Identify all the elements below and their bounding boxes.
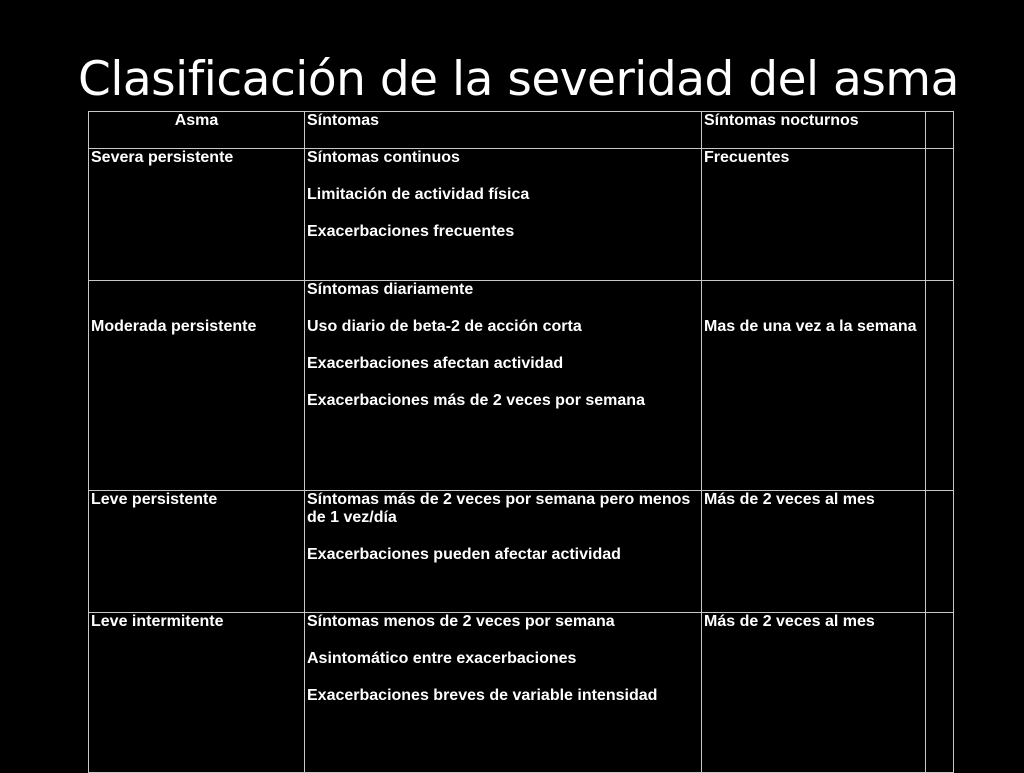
- cell-nocturnos: Más de 2 veces al mes: [702, 491, 926, 613]
- header-asma: Asma: [89, 112, 305, 149]
- symptom-line: Síntomas continuos: [307, 149, 460, 166]
- symptom-line: Síntomas menos de 2 veces por semana: [307, 613, 615, 630]
- cell-empty: [926, 491, 954, 613]
- symptom-line: Síntomas diariamente: [307, 281, 474, 298]
- cell-empty: [926, 613, 954, 773]
- symptom-line: Limitación de actividad física: [307, 186, 530, 203]
- table-header-row: [89, 112, 954, 149]
- cell-nocturnos: Mas de una vez a la semana: [702, 281, 926, 491]
- table-row: [89, 281, 954, 491]
- cell-asma: Severa persistente: [89, 149, 305, 281]
- table-row: [89, 491, 954, 613]
- cell-empty: [926, 149, 954, 281]
- cell-nocturnos: Frecuentes: [702, 149, 926, 281]
- cell-sintomas: [305, 281, 702, 491]
- header-empty: [926, 112, 954, 149]
- symptom-line: Exacerbaciones breves de variable intensidad: [307, 687, 658, 704]
- symptom-line: Uso diario de beta-2 de acción corta: [307, 318, 582, 335]
- cell-sintomas: [305, 149, 702, 281]
- cell-nocturnos: Más de 2 veces al mes: [702, 613, 926, 773]
- cell-asma: Leve persistente: [89, 491, 305, 613]
- symptom-line: Exacerbaciones más de 2 veces por semana: [307, 392, 645, 409]
- table-row: [89, 149, 954, 281]
- slide-title: Clasificación de la severidad del asma: [78, 52, 959, 107]
- symptom-line: Asintomático entre exacerbaciones: [307, 650, 577, 667]
- cell-sintomas: [305, 491, 702, 613]
- cell-sintomas: [305, 613, 702, 773]
- symptom-line: Exacerbaciones frecuentes: [307, 223, 515, 240]
- table-row: [89, 613, 954, 773]
- symptom-line: Síntomas más de 2 veces por semana pero menos de 1 vez/día: [307, 491, 691, 526]
- header-nocturnos: Síntomas nocturnos: [702, 112, 926, 149]
- symptom-line: Exacerbaciones pueden afectar actividad: [307, 546, 621, 563]
- cell-asma: Moderada persistente: [89, 281, 305, 491]
- cell-empty: [926, 281, 954, 491]
- cell-asma: Leve intermitente: [89, 613, 305, 773]
- header-sintomas: Síntomas: [305, 112, 702, 149]
- severity-table: [88, 111, 954, 773]
- symptom-line: Exacerbaciones afectan actividad: [307, 355, 564, 372]
